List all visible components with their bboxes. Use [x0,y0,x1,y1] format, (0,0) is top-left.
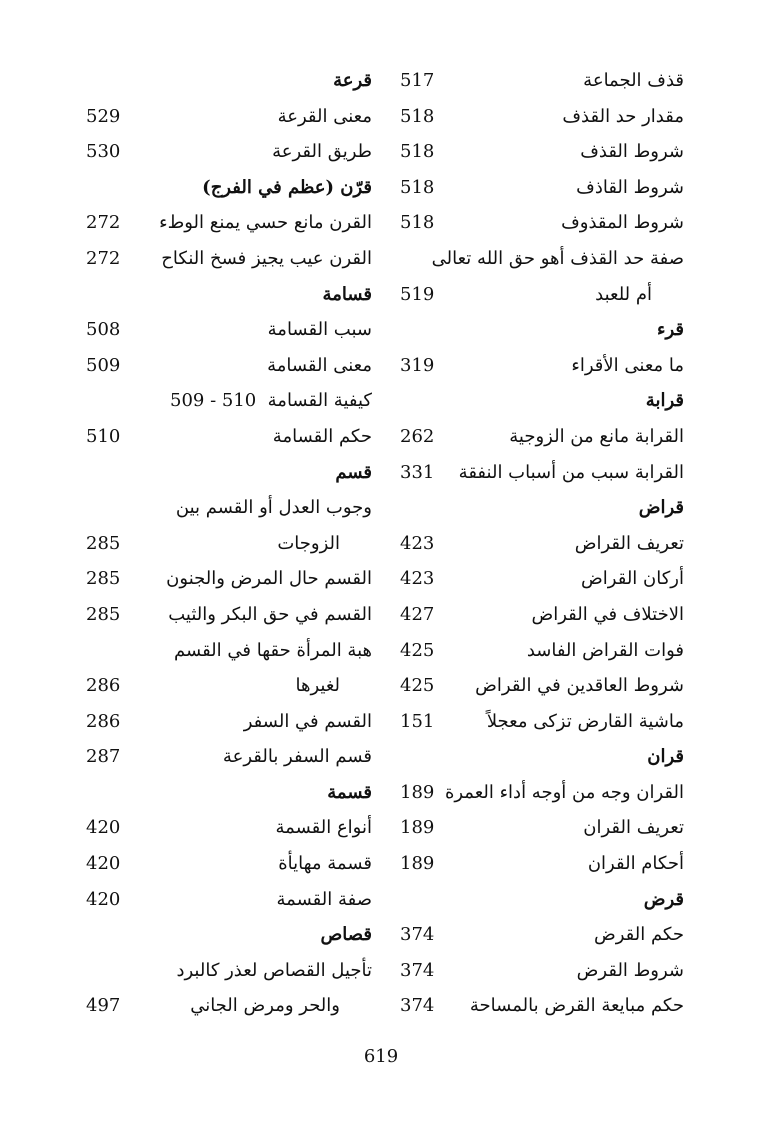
entry-text: كيفية القسامة [267,390,372,412]
heading-text: قسمة [327,781,372,803]
entry-text: القسم في حق البكر والثيب [168,603,372,625]
entry-text: الزوجات [277,532,340,554]
entry-text: أنواع القسمة [275,817,372,839]
index-entry [392,64,684,100]
entry-page-number: 331 [400,461,435,483]
entry-page-number: 285 [86,603,121,625]
entry-page-number: 497 [86,995,121,1017]
entry-page-number: 518 [400,141,435,163]
entry-text: شروط العاقدين في القراض [475,675,684,697]
entry-text: أم للعبد [595,283,652,305]
entry-text: أحكام القران [587,853,684,875]
entry-page-number: 151 [400,710,435,732]
entry-page-number: 189 [400,781,435,803]
entry-text: القسم في السفر [243,710,372,732]
entry-text: صفة حد القذف أهو حق الله تعالى [431,247,684,269]
index-column-right [392,64,684,1025]
index-entry [72,705,372,741]
index-entry [392,918,684,954]
entry-page-number: 517 [400,70,435,91]
heading-text: قصاص [320,924,372,946]
index-entry [72,989,372,1025]
entry-text: حكم مبايعة القرض بالمساحة [469,995,684,1017]
index-entry [72,491,372,527]
index-entry [72,811,372,847]
index-entry [392,776,684,812]
entry-page-number: 189 [400,853,435,875]
index-entry [392,349,684,385]
index-entry [392,562,684,598]
index-entry [392,811,684,847]
index-entry [72,669,372,705]
heading-text: قرّن (عظم في الفرج) [202,176,372,198]
entry-text: شروط القذف [580,141,684,163]
index-heading [392,384,684,420]
index-entry [72,100,372,136]
index-heading [392,740,684,776]
index-heading [72,776,372,812]
index-entry [392,171,684,207]
entry-text: ماشية القارض تزكى معجلاً [486,710,684,732]
entry-text: شروط القاذف [576,176,684,198]
entry-text: سبب القسامة [267,319,372,341]
index-entry [72,420,372,456]
heading-text: قرء [657,319,684,341]
index-entry [392,847,684,883]
entry-text: قذف الجماعة [583,70,684,91]
entry-text: الاختلاف في القراض [531,603,684,625]
entry-text: لغيرها [295,675,340,697]
entry-page-number: 518 [400,105,435,127]
entry-page-number: 420 [86,888,121,910]
entry-text: تعريف القران [583,817,684,839]
index-entry [72,135,372,171]
entry-page-number: 423 [400,568,435,590]
entry-text: صفة القسمة [276,888,372,910]
index-entry [392,634,684,670]
index-entry [72,954,372,990]
entry-text: تأجيل القصاص لعذر كالبرد [176,959,372,981]
entry-text: قسمة مهايأة [278,853,372,875]
index-entry [72,206,372,242]
entry-text: قسم السفر بالقرعة [222,746,372,768]
index-entry [392,527,684,563]
index-entry [392,206,684,242]
entry-text: أركان القراض [581,568,684,590]
index-heading [392,313,684,349]
entry-text: حكم القرض [593,924,684,946]
entry-page-number: 519 [400,283,435,305]
entry-page-number: 530 [86,141,121,163]
entry-page-number: 285 [86,532,121,554]
index-entry [72,527,372,563]
index-entry [392,669,684,705]
entry-page-number: 425 [400,675,435,697]
entry-page-number: 287 [86,746,121,768]
heading-text: قراض [638,497,684,519]
entry-page-number: 272 [86,212,121,234]
entry-page-number: 286 [86,675,121,697]
index-entry [72,349,372,385]
entry-page-number: 262 [400,425,435,447]
entry-page-number: 509 [86,354,121,376]
index-heading [72,918,372,954]
index-heading [392,491,684,527]
index-entry [72,740,372,776]
entry-text: القرن عيب يجيز فسخ النكاح [161,247,372,269]
index-entry [392,242,684,278]
heading-text: قرابة [645,390,684,412]
entry-page-number: 286 [86,710,121,732]
index-entry [72,847,372,883]
entry-text: شروط القرض [576,959,684,981]
entry-page-number: 319 [400,354,435,376]
index-entry [72,634,372,670]
index-entry [392,100,684,136]
heading-text: قسم [335,461,372,483]
index-entry [72,883,372,919]
index-entry [392,598,684,634]
index-entry [392,278,684,314]
entry-page-number: 285 [86,568,121,590]
entry-text: والحر ومرض الجاني [190,995,340,1017]
page-number: 619 [363,1046,399,1067]
entry-text: القرابة مانع من الزوجية [509,425,684,447]
entry-text: القسم حال المرض والجنون [166,568,372,590]
index-heading [392,883,684,919]
entry-text: وجوب العدل أو القسم بين [175,497,372,519]
entry-text: القران وجه من أوجه أداء العمرة [444,781,684,803]
index-entry [72,384,372,420]
index-entry [392,456,684,492]
index-entry [392,420,684,456]
index-entry [392,705,684,741]
entry-page-number: 425 [400,639,435,661]
entry-page-number: 508 [86,319,121,341]
entry-text: القرابة سبب من أسباب النفقة [458,461,684,483]
entry-text: القرن مانع حسي يمنع الوطء [159,212,372,234]
index-heading [72,456,372,492]
index-entry [72,313,372,349]
entry-page-number: 518 [400,212,435,234]
entry-page-number: 518 [400,176,435,198]
entry-text: هبة المرأة حقها في القسم [174,639,372,661]
index-entry [392,989,684,1025]
entry-page-number: 510 [86,425,121,447]
entry-page-number: 420 [86,817,121,839]
index-entry [392,135,684,171]
entry-page-number: 272 [86,247,121,269]
entry-page-number: 529 [86,105,121,127]
entry-text: تعريف القراض [574,532,684,554]
entry-text: معنى القسامة [267,354,372,376]
index-entry [392,954,684,990]
entry-page-number: 374 [400,959,435,981]
index-entry [72,562,372,598]
entry-text: ما معنى الأقراء [571,354,684,376]
entry-page-number: 420 [86,853,121,875]
entry-page-number: 374 [400,995,435,1017]
index-heading [72,278,372,314]
entry-text: شروط المقذوف [561,212,684,234]
index-entry [72,242,372,278]
entry-page-number: 189 [400,817,435,839]
heading-text: قرعة [333,70,372,91]
entry-text: حكم القسامة [272,425,372,447]
entry-text: معنى القرعة [277,105,372,127]
entry-page-number: 509 - 510 [170,390,257,412]
heading-text: قرض [643,888,684,910]
entry-page-number: 427 [400,603,435,625]
entry-page-number: 423 [400,532,435,554]
index-column-left [72,64,372,1025]
entry-page-number: 374 [400,924,435,946]
index-heading [72,64,372,100]
entry-text: فوات القراض الفاسد [526,639,684,661]
heading-text: قسامة [322,283,372,305]
index-heading [72,171,372,207]
index-entry [72,598,372,634]
heading-text: قران [647,746,684,768]
entry-text: مقدار حد القذف [562,105,684,127]
entry-text: طريق القرعة [272,141,372,163]
